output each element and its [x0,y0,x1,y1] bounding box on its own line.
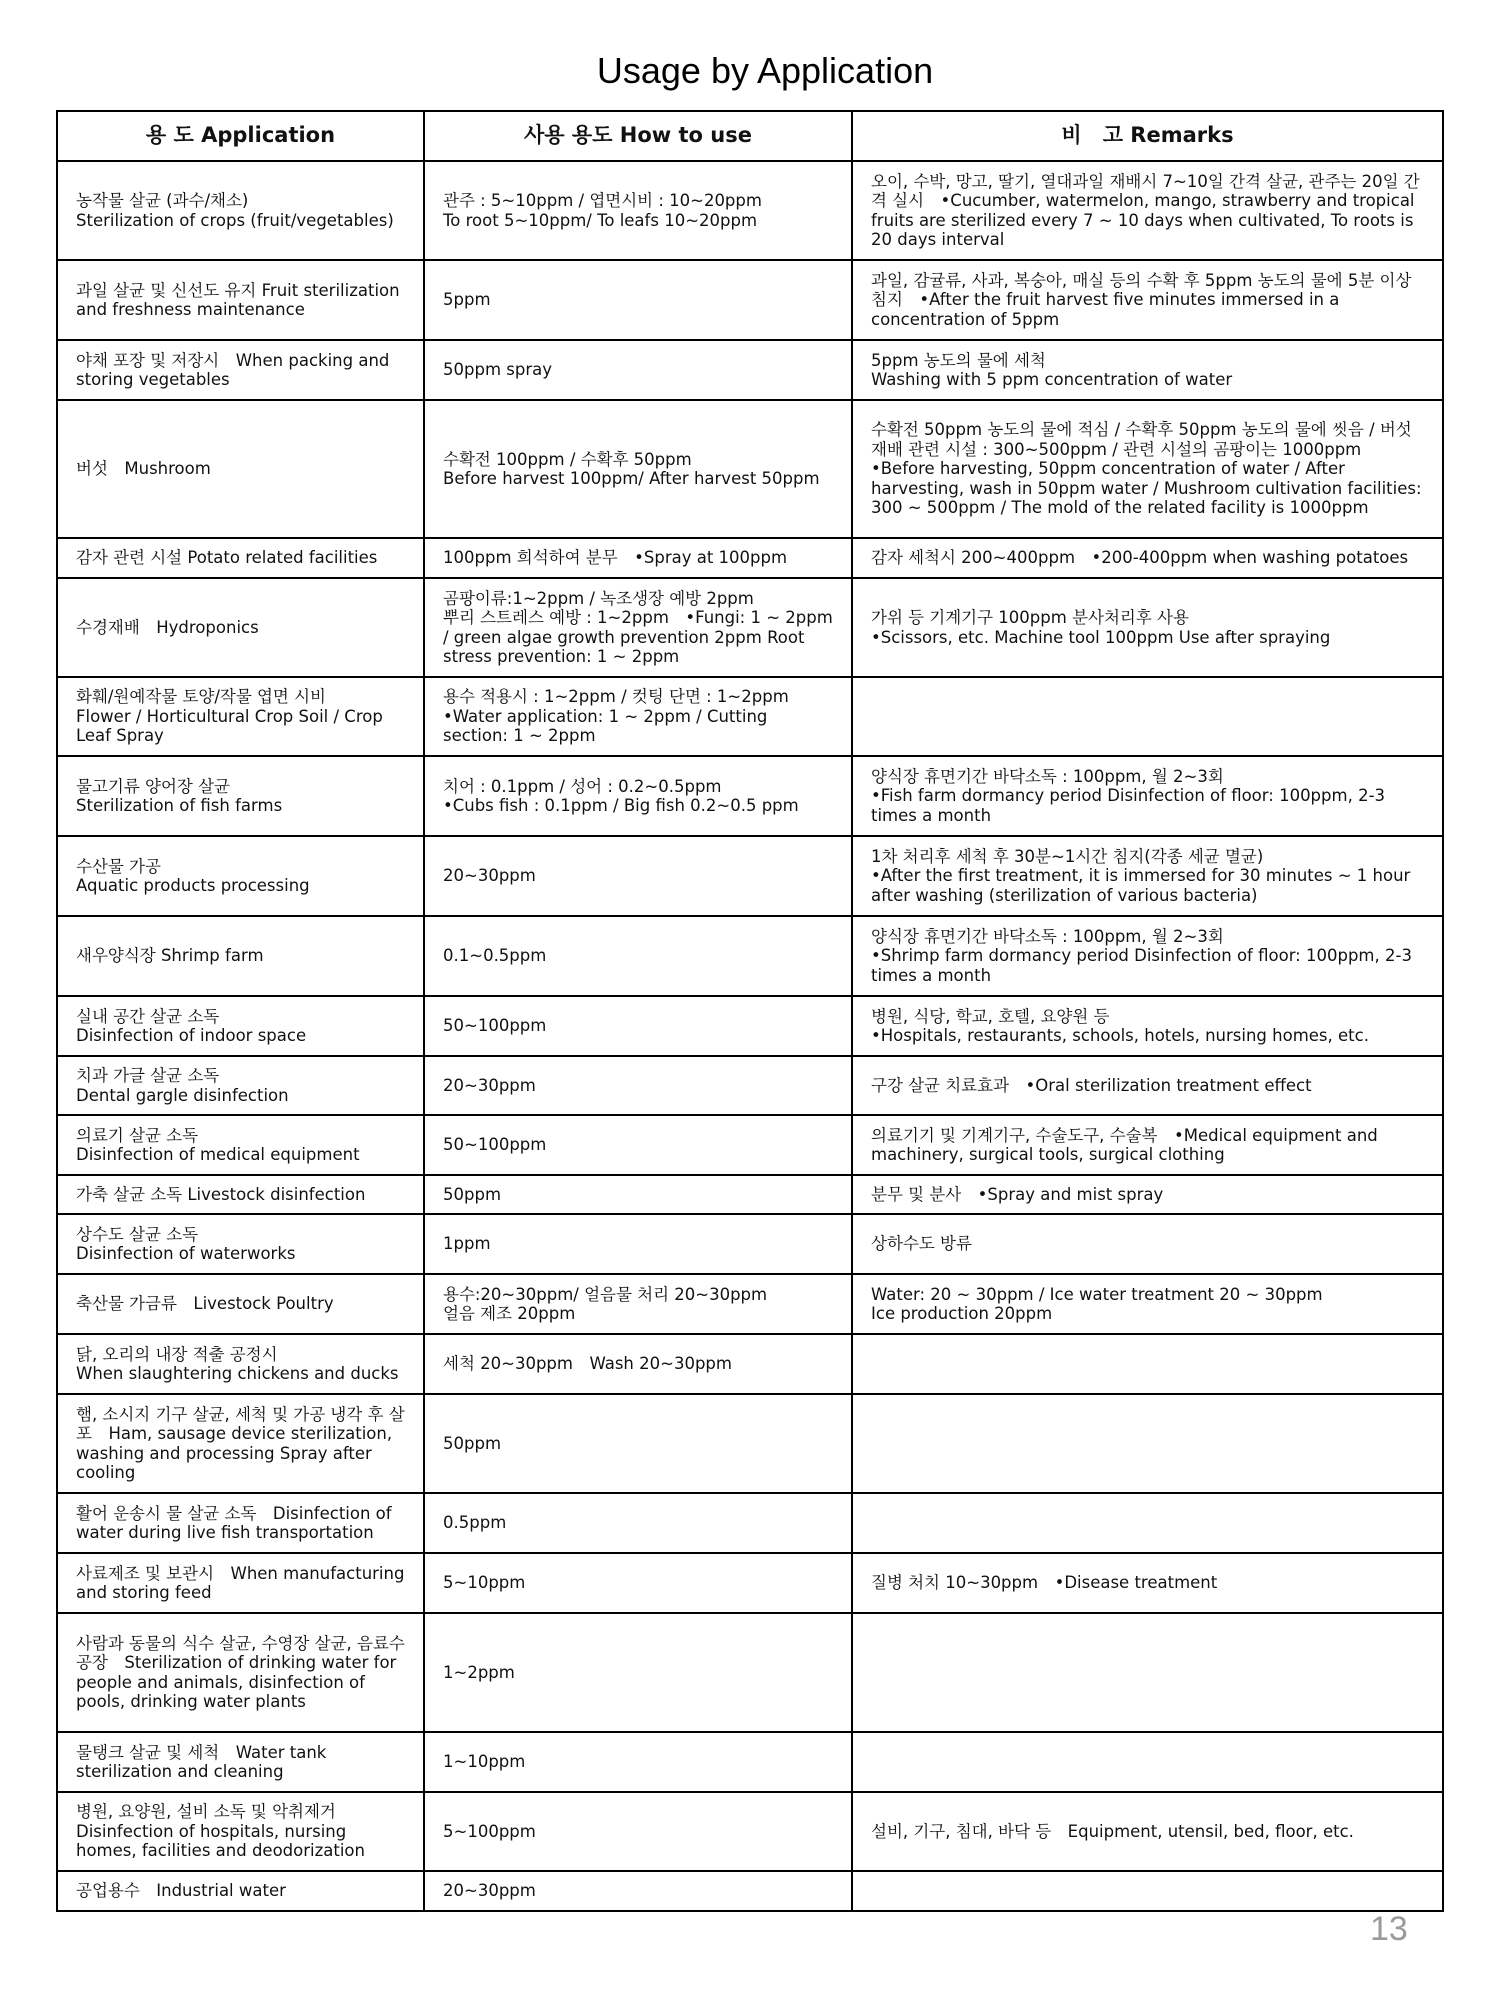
table-row [57,996,1443,1056]
page-title: Usage by Application [596,50,934,91]
cell-how-to-use: 100ppm 희석하여 분무 •Spray at 100ppm [424,538,852,578]
cell-remarks [852,1871,1443,1911]
table-row [57,1334,1443,1394]
cell-remarks: 수확전 50ppm 농도의 물에 적심 / 수확후 50ppm 농도의 물에 씻음 / 버섯재배 관련 시설 : 300~500ppm / 관련 시설의 곰팡이는 1000ppm •Before harvesting, 50ppm concentration of water / After harvesting, wash in 50ppm water / Mushroom cultivation facilities: 300 ~ 500ppm / The mold of the related facility is 1000ppm [852,400,1443,538]
cell-remarks [852,1493,1443,1553]
cell-application: 상수도 살균 소독 Disinfection of waterworks [57,1214,424,1274]
cell-application: 실내 공간 살균 소독 Disinfection of indoor space [57,996,424,1056]
table-row [57,1553,1443,1613]
cell-how-to-use: 50~100ppm [424,996,852,1056]
cell-remarks [852,677,1443,756]
cell-application: 물탱크 살균 및 세척 Water tank sterilization and cleaning [57,1732,424,1792]
table-row [57,836,1443,916]
cell-application: 새우양식장 Shrimp farm [57,916,424,996]
table-row [57,1871,1443,1911]
cell-how-to-use: 50ppm [424,1394,852,1493]
cell-how-to-use: 관주 : 5~10ppm / 엽면시비 : 10~20ppm To root 5~10ppm/ To leafs 10~20ppm [424,161,852,260]
cell-remarks [852,1613,1443,1732]
header-application: 용 도 Application [57,111,424,161]
cell-how-to-use: 용수 적용시 : 1~2ppm / 컷팅 단면 : 1~2ppm •Water application: 1 ~ 2ppm / Cutting section: 1 ~ 2ppm [424,677,852,756]
cell-how-to-use: 5~100ppm [424,1792,852,1871]
cell-application: 물고기류 양어장 살균 Sterilization of fish farms [57,756,424,836]
usage-table [56,110,1444,1912]
cell-application: 병원, 요양원, 설비 소독 및 악취제거 Disinfection of hospitals, nursing homes, facilities and deodorization [57,1792,424,1871]
cell-remarks [852,1732,1443,1792]
table-row [57,756,1443,836]
cell-application: 과일 살균 및 신선도 유지 Fruit sterilization and freshness maintenance [57,260,424,340]
cell-application: 의료기 살균 소독 Disinfection of medical equipment [57,1115,424,1175]
cell-application: 가축 살균 소독 Livestock disinfection [57,1175,424,1214]
table-row [57,538,1443,578]
table-row [57,1732,1443,1792]
table-row [57,677,1443,756]
cell-remarks: 과일, 감귤류, 사과, 복숭아, 매실 등의 수확 후 5ppm 농도의 물에 5분 이상 침지 •After the fruit harvest five minutes immersed in a concentration of 5ppm [852,260,1443,340]
table-row [57,1394,1443,1493]
cell-how-to-use: 곰팡이류:1~2ppm / 녹조생장 예방 2ppm 뿌리 스트레스 예방 : 1~2ppm •Fungi: 1 ~ 2ppm / green algae growth prevention 2ppm Root stress prevention: 1 ~ 2ppm [424,578,852,677]
cell-application: 수경재배 Hydroponics [57,578,424,677]
cell-remarks: Water: 20 ~ 30ppm / Ice water treatment 20 ~ 30ppm Ice production 20ppm [852,1274,1443,1334]
table-row [57,1214,1443,1274]
cell-how-to-use: 20~30ppm [424,1056,852,1115]
table-row [57,260,1443,340]
cell-remarks: 설비, 기구, 침대, 바닥 등 Equipment, utensil, bed, floor, etc. [852,1792,1443,1871]
cell-how-to-use: 수확전 100ppm / 수확후 50ppm Before harvest 100ppm/ After harvest 50ppm [424,400,852,538]
cell-how-to-use: 20~30ppm [424,1871,852,1911]
cell-how-to-use: 1~2ppm [424,1613,852,1732]
cell-application: 사람과 동물의 식수 살균, 수영장 살균, 음료수 공장 Sterilization of drinking water for people and animals, disinfection of pools, drinking water plants [57,1613,424,1732]
cell-remarks: 가위 등 기계기구 100ppm 분사처리후 사용 •Scissors, etc. Machine tool 100ppm Use after spraying [852,578,1443,677]
cell-remarks: 구강 살균 치료효과 •Oral sterilization treatment effect [852,1056,1443,1115]
cell-application: 치과 가글 살균 소독 Dental gargle disinfection [57,1056,424,1115]
cell-application: 사료제조 및 보관시 When manufacturing and storing feed [57,1553,424,1613]
cell-how-to-use: 50ppm spray [424,340,852,400]
cell-how-to-use: 50ppm [424,1175,852,1214]
cell-how-to-use: 용수:20~30ppm/ 얼음물 처리 20~30ppm 얼음 제조 20ppm [424,1274,852,1334]
table-row [57,340,1443,400]
cell-remarks: 오이, 수박, 망고, 딸기, 열대과일 재배시 7~10일 간격 살균, 관주는 20일 간격 실시 •Cucumber, watermelon, mango, strawberry and tropical fruits are sterilized every 7 ~ 10 days when cultivated, To roots is 20 days interval [852,161,1443,260]
cell-how-to-use: 0.5ppm [424,1493,852,1553]
table-row [57,161,1443,260]
cell-application: 축산물 가금류 Livestock Poultry [57,1274,424,1334]
cell-application: 햄, 소시지 기구 살균, 세척 및 가공 냉각 후 살포 Ham, sausage device sterilization, washing and processing Spray after cooling [57,1394,424,1493]
cell-how-to-use: 50~100ppm [424,1115,852,1175]
cell-remarks: 의료기기 및 기계기구, 수술도구, 수술복 •Medical equipment and machinery, surgical tools, surgical clothing [852,1115,1443,1175]
cell-application: 공업용수 Industrial water [57,1871,424,1911]
cell-remarks: 5ppm 농도의 물에 세척 Washing with 5 ppm concentration of water [852,340,1443,400]
cell-how-to-use: 5ppm [424,260,852,340]
table-row [57,1056,1443,1115]
table-row [57,400,1443,538]
cell-remarks: 감자 세척시 200~400ppm •200-400ppm when washing potatoes [852,538,1443,578]
cell-application: 버섯 Mushroom [57,400,424,538]
header-remarks: 비 고 Remarks [852,111,1443,161]
cell-how-to-use: 20~30ppm [424,836,852,916]
cell-how-to-use: 1~10ppm [424,1732,852,1792]
table-row [57,1274,1443,1334]
cell-how-to-use: 1ppm [424,1214,852,1274]
cell-application: 농작물 살균 (과수/채소) Sterilization of crops (fruit/vegetables) [57,161,424,260]
cell-remarks: 양식장 휴면기간 바닥소독 : 100ppm, 월 2~3회 •Shrimp farm dormancy period Disinfection of floor: 100ppm, 2-3 times a month [852,916,1443,996]
cell-application: 화훼/원예작물 토양/작물 엽면 시비 Flower / Horticultural Crop Soil / Crop Leaf Spray [57,677,424,756]
table-row [57,578,1443,677]
cell-remarks [852,1334,1443,1394]
table-row [57,1115,1443,1175]
cell-remarks [852,1394,1443,1493]
cell-how-to-use: 치어 : 0.1ppm / 성어 : 0.2~0.5ppm •Cubs fish : 0.1ppm / Big fish 0.2~0.5 ppm [424,756,852,836]
cell-remarks: 양식장 휴면기간 바닥소독 : 100ppm, 월 2~3회 •Fish farm dormancy period Disinfection of floor: 100ppm, 2-3 times a month [852,756,1443,836]
table-row [57,1493,1443,1553]
cell-remarks: 분무 및 분사 •Spray and mist spray [852,1175,1443,1214]
cell-how-to-use: 5~10ppm [424,1553,852,1613]
cell-remarks: 1차 처리후 세척 후 30분~1시간 침지(각종 세균 멸균) •After the first treatment, it is immersed for 30 minutes ~ 1 hour after washing (sterilization of various bacteria) [852,836,1443,916]
table-row [57,1175,1443,1214]
cell-application: 활어 운송시 물 살균 소독 Disinfection of water during live fish transportation [57,1493,424,1553]
cell-how-to-use: 세척 20~30ppm Wash 20~30ppm [424,1334,852,1394]
cell-application: 감자 관련 시설 Potato related facilities [57,538,424,578]
cell-application: 야채 포장 및 저장시 When packing and storing vegetables [57,340,424,400]
table-header-row [57,111,1443,161]
page-number: 13 [1370,1910,1408,1948]
table-row [57,916,1443,996]
cell-remarks: 상하수도 방류 [852,1214,1443,1274]
table-row [57,1792,1443,1871]
cell-remarks: 질병 처치 10~30ppm •Disease treatment [852,1553,1443,1613]
header-how-to-use: 사용 용도 How to use [424,111,852,161]
cell-how-to-use: 0.1~0.5ppm [424,916,852,996]
cell-remarks: 병원, 식당, 학교, 호텔, 요양원 등 •Hospitals, restaurants, schools, hotels, nursing homes, etc. [852,996,1443,1056]
table-row [57,1613,1443,1732]
cell-application: 수산물 가공 Aquatic products processing [57,836,424,916]
cell-application: 닭, 오리의 내장 적출 공정시 When slaughtering chickens and ducks [57,1334,424,1394]
